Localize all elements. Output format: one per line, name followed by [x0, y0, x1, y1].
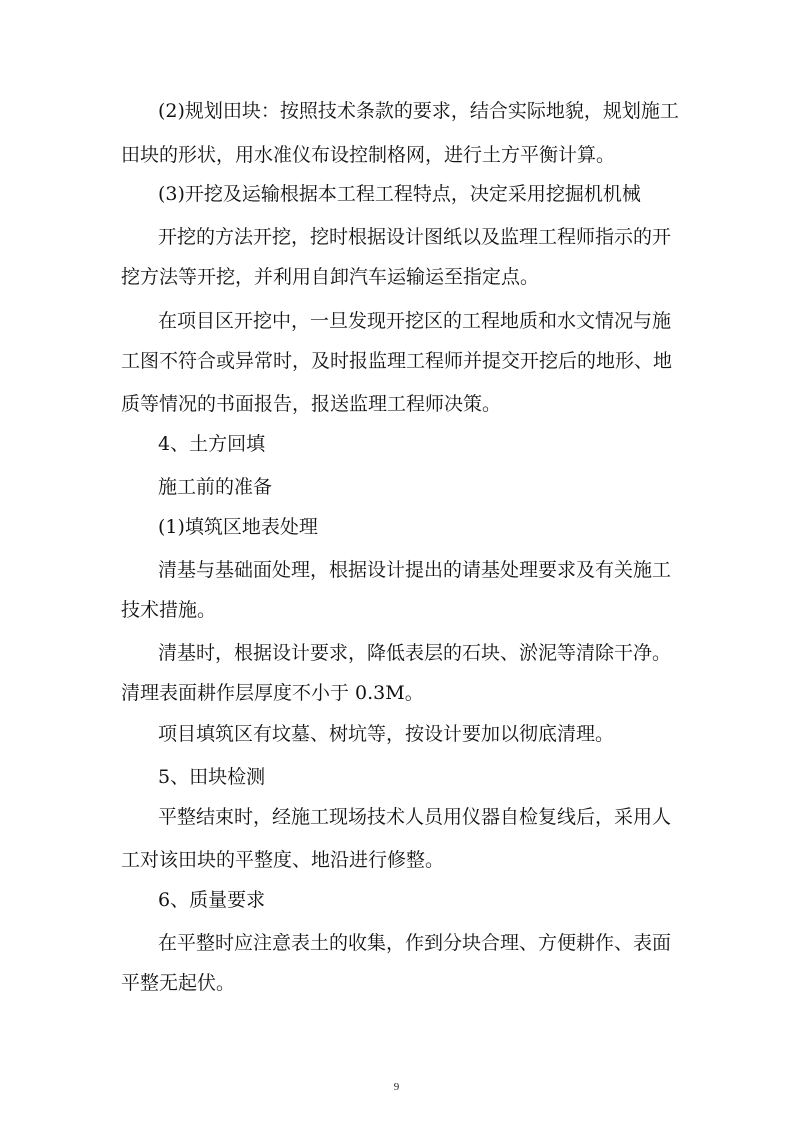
- text-line: 工对该田块的平整度、地沿进行修整。: [121, 849, 445, 871]
- text-line: 项目填筑区有坟墓、树坑等，按设计要加以彻底清理。: [158, 723, 615, 745]
- section-heading: 4、土方回填: [158, 433, 266, 455]
- section-heading: 6、质量要求: [158, 889, 266, 911]
- text-line: (2)规划田块：按照技术条款的要求，结合实际地貌，规划施工: [158, 100, 679, 122]
- text-line: 清理表面耕作层厚度不小于 0.3M。: [121, 682, 424, 704]
- subsection-heading: 施工前的准备: [158, 476, 273, 498]
- text-line: 技术措施。: [121, 599, 217, 621]
- text-line: 工图不符合或异常时，及时报监理工程师并提交开挖后的地形、地: [121, 350, 673, 372]
- text-line: 平整无起伏。: [121, 972, 236, 994]
- text-line: 质等情况的书面报告，报送监理工程师决策。: [121, 393, 502, 415]
- text-line: 在项目区开挖中，一旦发现开挖区的工程地质和水文情况与施: [158, 310, 672, 332]
- text-line: 在平整时应注意表土的收集，作到分块合理、方便耕作、表面: [158, 932, 672, 954]
- section-heading: 5、田块检测: [158, 766, 266, 788]
- text-line: 开挖的方法开挖，挖时根据设计图纸以及监理工程师指示的开: [158, 226, 672, 248]
- text-line: (3)开挖及运输根据本工程工程特点，决定采用挖掘机机械: [158, 183, 641, 205]
- text-line: 田块的形状，用水准仪布设控制格网，进行土方平衡计算。: [121, 144, 616, 166]
- text-line: 清基时，根据设计要求，降低表层的石块、淤泥等清除干净。: [158, 642, 672, 664]
- text-line: 平整结束时，经施工现场技术人员用仪器自检复线后，采用人: [158, 806, 672, 828]
- page-number: 9: [393, 1081, 400, 1093]
- text-line: 清基与基础面处理，根据设计提出的请基处理要求及有关施工: [158, 559, 672, 581]
- text-line: 挖方法等开挖，并利用自卸汽车运输运至指定点。: [121, 266, 540, 288]
- subsection-heading: (1)填筑区地表处理: [158, 516, 318, 538]
